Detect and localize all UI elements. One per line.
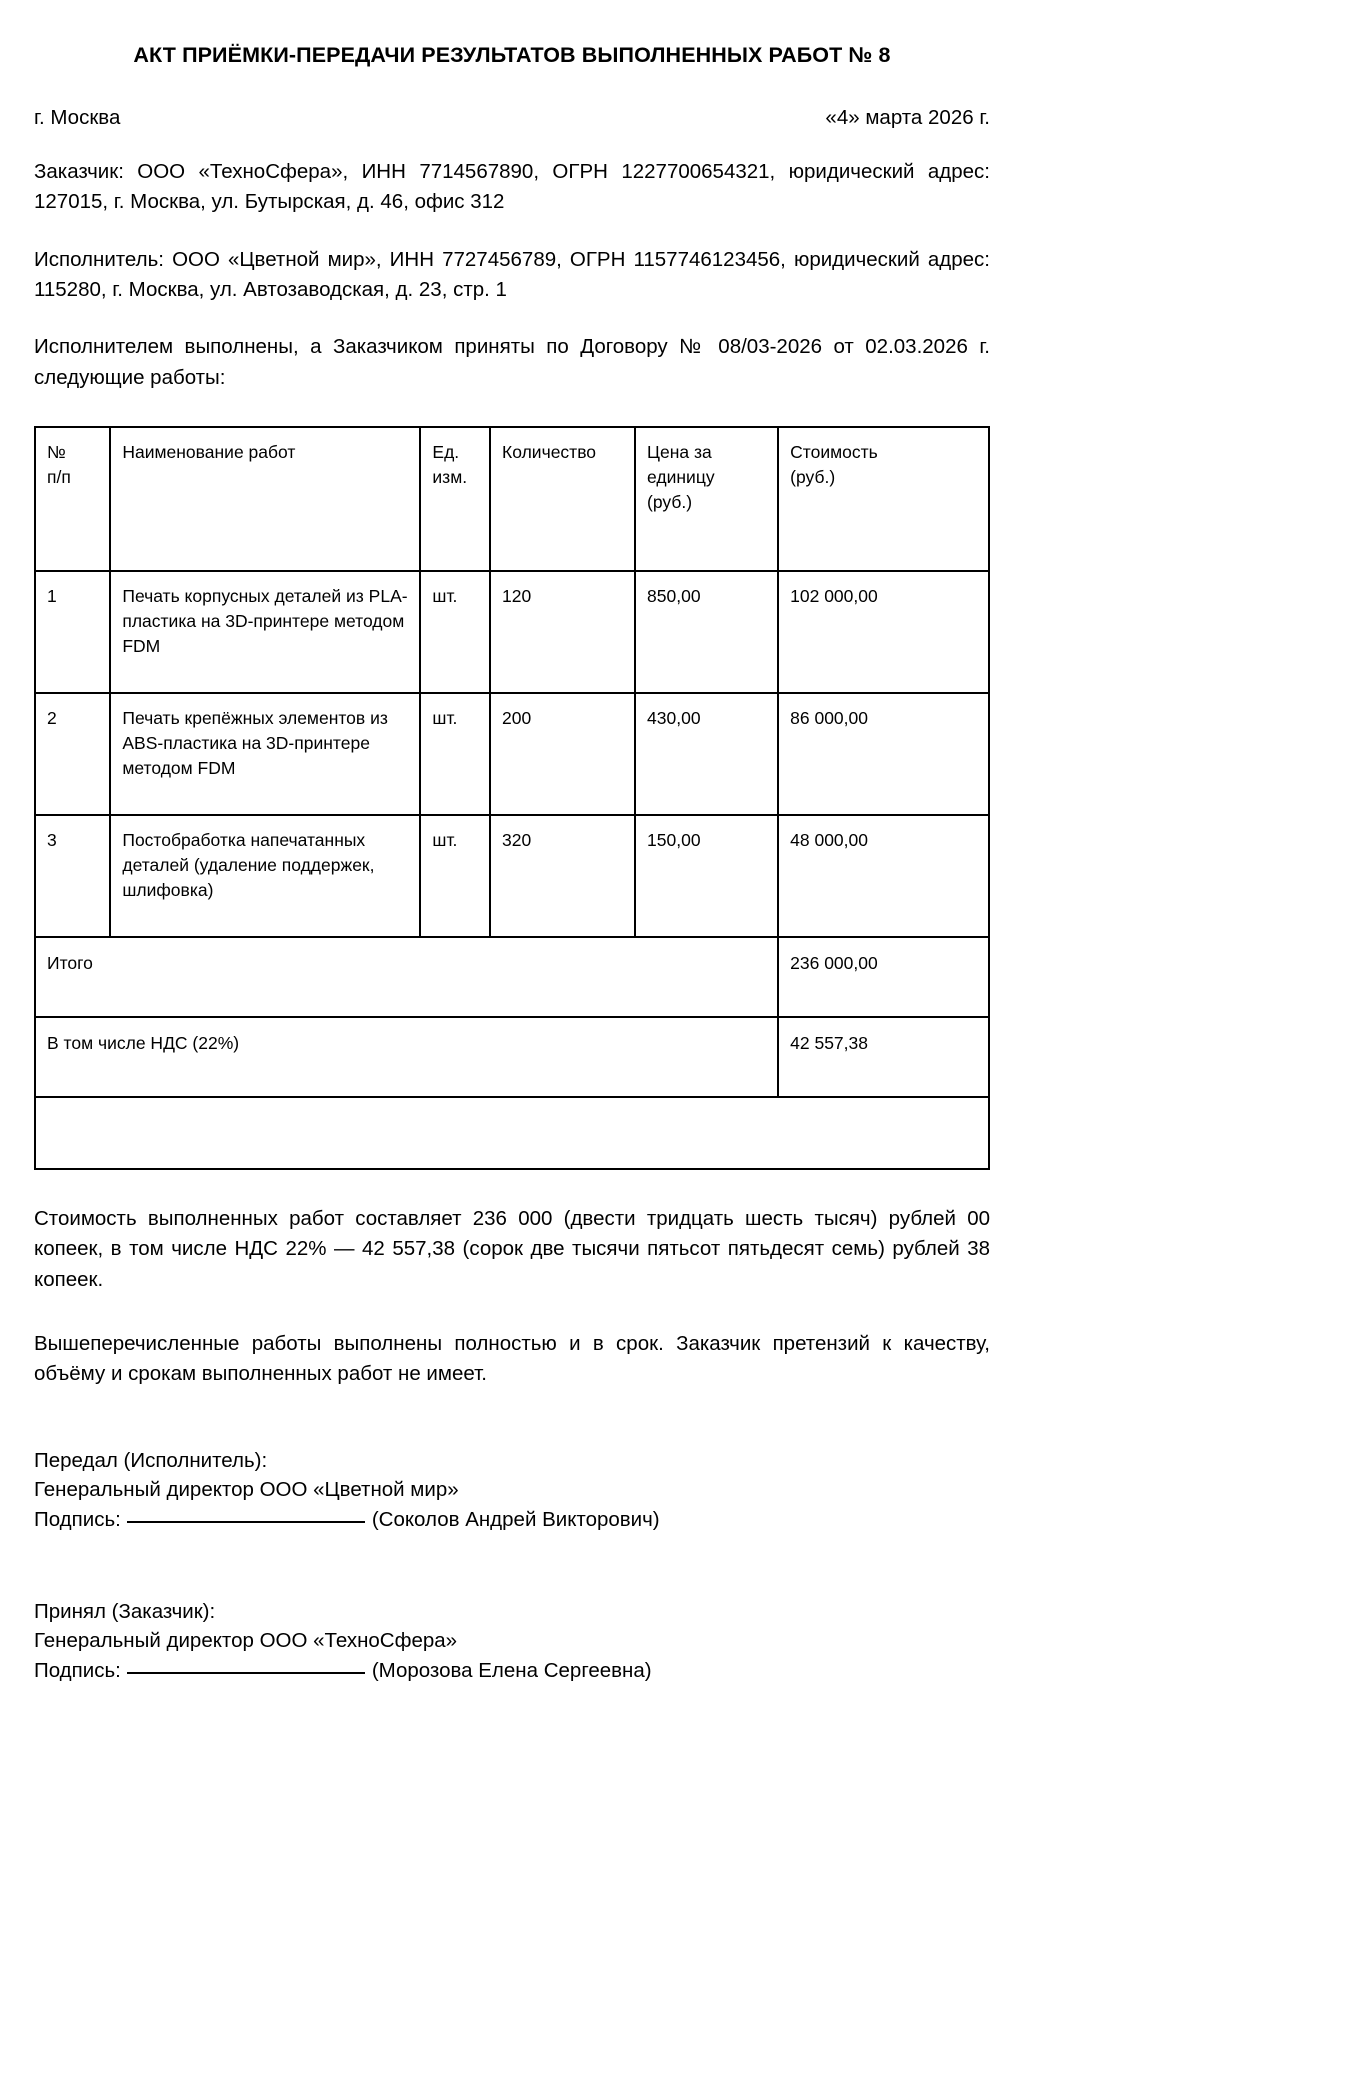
cell-number: 3 [35,815,110,937]
contractor-signature-block [34,1446,990,1535]
customer-signature-block [34,1597,990,1686]
total-value-vat: 42 557,38 [778,1017,989,1097]
cell-unit: шт. [420,815,490,937]
customer-name: (Морозова Елена Сергеевна) [371,1659,652,1683]
table-total-row [35,937,989,1017]
table-spacer-row [35,1097,989,1169]
cell-quantity: 120 [490,571,635,693]
cell-price: 850,00 [635,571,778,693]
total-label-itogo: Итого [35,937,778,1017]
total-label-vat: В том числе НДС (22%) [35,1017,778,1097]
column-header-unit-line1: Ед. [432,441,460,462]
table-header-row [35,427,989,571]
column-header-number-line2: п/п [47,466,71,487]
column-header-price-line3: (руб.) [647,491,693,512]
contractor-position: Генеральный директор ООО «Цветной мир» [34,1478,459,1502]
customer-signature-label: Подпись: [34,1659,121,1683]
city-date-row [34,106,990,130]
cell-cost: 102 000,00 [778,571,989,693]
contract-paragraph: Исполнителем выполнены, а Заказчиком приняты по Договору № 08/03-2026 от 02.03.2026 г. следующие работы: [34,335,990,389]
table-row [35,693,989,815]
customer-position: Генеральный директор ООО «ТехноСфера» [34,1629,458,1653]
cell-price: 150,00 [635,815,778,937]
cell-name: Печать корпусных деталей из PLA-пластика на 3D-принтере методом FDM [110,571,420,693]
column-header-price-line2: единицу [647,466,715,487]
cell-quantity: 200 [490,693,635,815]
contractor-signature-rule[interactable] [127,1520,365,1523]
amount-paragraph: Стоимость выполненных работ составляет 236 000 (двести тридцать шесть тысяч) рублей 00 копеек, в том числе НДС 22% — 42 557,38 (сорок две тысячи пятьсот пятьдесят семь) рублей 38 копеек. [34,1206,990,1291]
customer-paragraph: Заказчик: ООО «ТехноСфера», ИНН 7714567890, ОГРН 1227700654321, юридический адрес: 127015, г. Москва, ул. Бутырская, д. 46, офис 312 [34,159,990,214]
cell-cost: 86 000,00 [778,693,989,815]
column-header-quantity: Количество [490,427,635,571]
page-title: АКТ ПРИЁМКИ-ПЕРЕДАЧИ РЕЗУЛЬТАТОВ ВЫПОЛНЕННЫХ РАБОТ № 8 [133,43,891,67]
quality-paragraph: Вышеперечисленные работы выполнены полностью и в срок. Заказчик претензий к качеству, объёму и срокам выполненных работ не имеет. [34,1331,990,1386]
contractor-name: (Соколов Андрей Викторович) [371,1507,660,1531]
cell-quantity: 320 [490,815,635,937]
table-row [35,815,989,937]
table-spacer-cell [35,1097,989,1169]
table-vat-row [35,1017,989,1097]
table-row [35,571,989,693]
column-header-cost-line1: Стоимость [790,441,878,462]
column-header-price [635,427,778,571]
column-header-cost-line2: (руб.) [790,466,836,487]
total-value-itogo: 236 000,00 [778,937,989,1017]
cell-name: Печать крепёжных элементов из ABS-пластика на 3D-принтере методом FDM [110,693,420,815]
contractor-signature-label: Подпись: [34,1507,121,1531]
contractor-signature-line [34,1505,990,1535]
cell-unit: шт. [420,693,490,815]
document-date: «4» марта 2026 г. [825,105,990,129]
cell-cost: 48 000,00 [778,815,989,937]
customer-role-title: Принял (Заказчик): [34,1599,216,1623]
cell-unit: шт. [420,571,490,693]
works-table [34,426,990,1170]
cell-number: 2 [35,693,110,815]
cell-number: 1 [35,571,110,693]
column-header-number [35,427,110,571]
cell-name: Постобработка напечатанных деталей (удаление поддержек, шлифовка) [110,815,420,937]
city-label: г. Москва [34,105,121,129]
customer-signature-rule[interactable] [127,1671,365,1674]
column-header-number-line1: № [47,441,66,462]
column-header-cost [778,427,989,571]
column-header-price-line1: Цена за [647,441,712,462]
column-header-unit [420,427,490,571]
cell-price: 430,00 [635,693,778,815]
contractor-paragraph: Исполнитель: ООО «Цветной мир», ИНН 7727456789, ОГРН 1157746123456, юридический адрес: 115280, г. Москва, ул. Автозаводская, д. 23, стр. 1 [34,247,990,301]
contractor-role-title: Передал (Исполнитель): [34,1448,268,1472]
column-header-unit-line2: изм. [432,466,468,487]
customer-signature-line [34,1656,990,1686]
column-header-name: Наименование работ [110,427,420,571]
